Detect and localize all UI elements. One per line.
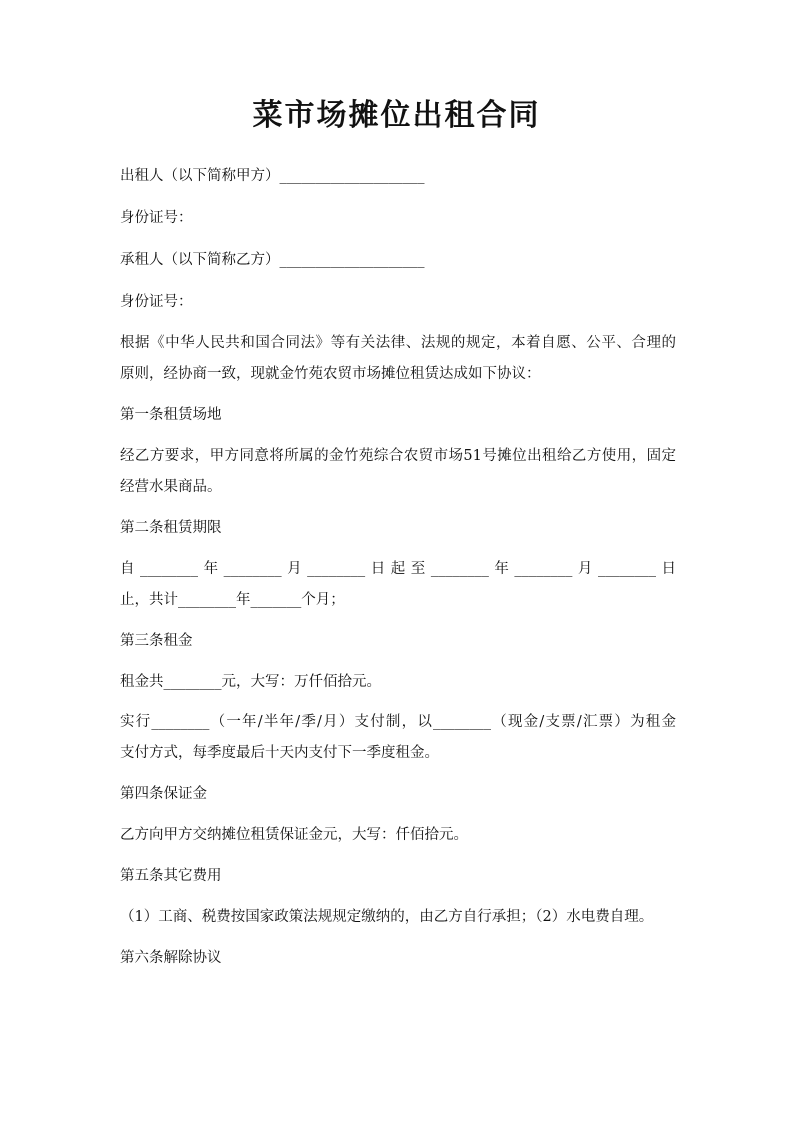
article-6-heading: 第六条解除协议 (120, 950, 222, 966)
article-1-line-2: 经营水果商品。 (120, 479, 222, 495)
article-2-line-1: 自________年________月________日起至________年________月________日 (120, 561, 676, 577)
article-5-fees-line: （1）工商、税费按国家政策法规规定缴纳的，由乙方自行承担；（2）水电费自理。 (120, 909, 654, 925)
lessee-id-line: 身份证号： (120, 294, 193, 310)
article-3-rent-line: 租金共________元，大写：万仟佰拾元。 (120, 674, 381, 690)
article-5-heading: 第五条其它费用 (120, 868, 222, 884)
lessor-line: 出租人（以下简称甲方）____________________ (120, 168, 425, 184)
lessee-line: 承租人（以下简称乙方）____________________ (120, 252, 425, 268)
article-4-heading: 第四条保证金 (120, 786, 207, 802)
article-4-deposit-line: 乙方向甲方交纳摊位租赁保证金元，大写：仟佰拾元。 (120, 827, 468, 843)
article-1-line-1: 经乙方要求，甲方同意将所属的金竹苑综合农贸市场51号摊位出租给乙方使用，固定 (120, 448, 676, 464)
article-1-heading: 第一条租赁场地 (120, 407, 222, 423)
article-3-heading: 第三条租金 (120, 633, 193, 649)
article-2-heading: 第二条租赁期限 (120, 520, 222, 536)
document-title: 菜市场摊位出租合同 (252, 98, 541, 133)
article-3-payment-line-2: 支付方式，每季度最后十天内支付下一季度租金。 (120, 745, 439, 761)
article-3-payment-line-1: 实行________（一年/半年/季/月）支付制，以________（现金/支票/汇票）为租金 (120, 714, 676, 730)
preamble-line-1: 根据《中华人民共和国合同法》等有关法律、法规的规定，本着自愿、公平、合理的 (120, 335, 676, 351)
lessor-id-line: 身份证号： (120, 210, 193, 226)
article-2-line-2: 止，共计________年_______个月； (120, 592, 345, 608)
preamble-line-2: 原则，经协商一致，现就金竹苑农贸市场摊位租赁达成如下协议： (120, 366, 541, 382)
